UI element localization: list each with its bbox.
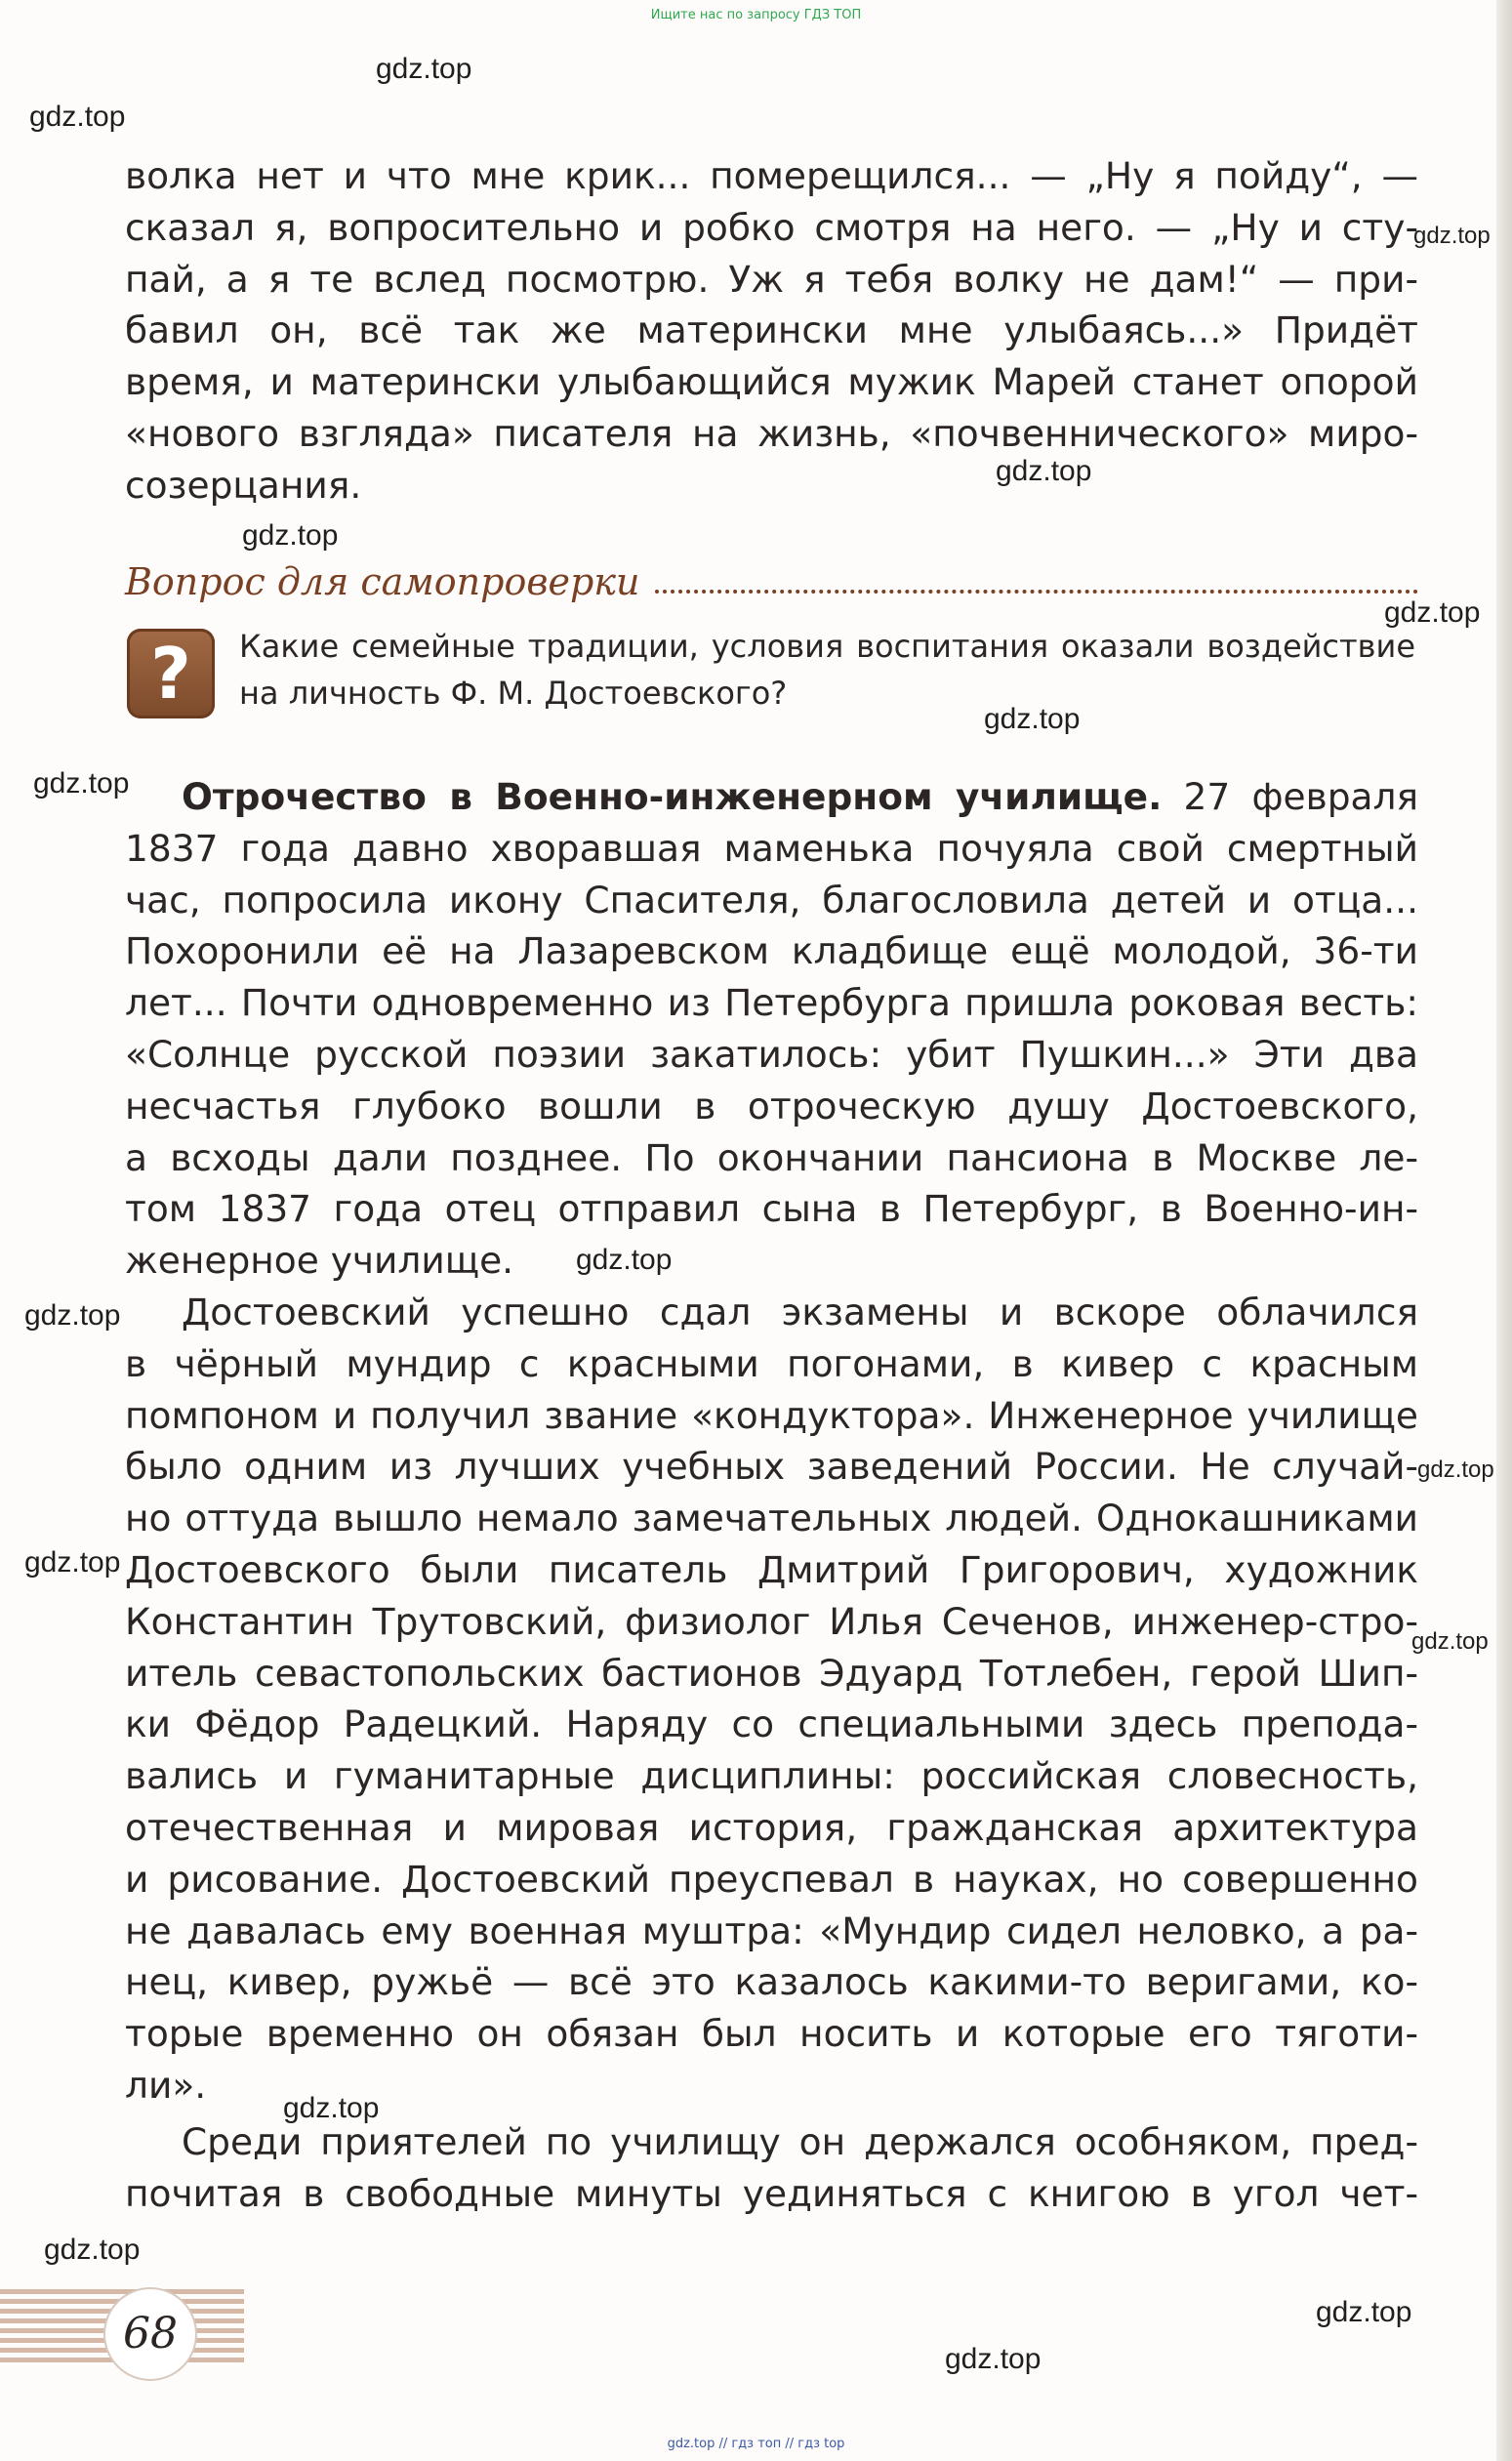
self-check-title	[125, 554, 1418, 603]
self-check-question	[239, 623, 1415, 717]
section-heading: Отрочество в Военно-инженерном училище.	[182, 775, 1163, 818]
section-adolescence	[125, 771, 1418, 1287]
paragraph-friends	[125, 2116, 1418, 2220]
paragraph-continuation	[125, 150, 1418, 512]
text-line: том 1837 года отец отправил сына в Петербург, в Военно-ин-	[125, 1187, 1418, 1231]
text-line: «Солнце русской поэзии закатилось: убит Пушкин...» Эти два	[125, 1032, 1418, 1076]
text-line: Константин Трутовский, физиолог Илья Сеченов, инженер-стро-	[125, 1599, 1418, 1643]
watermark: gdz.top	[24, 1299, 121, 1332]
top-banner: Ищите нас по запросу ГДЗ ТОП	[650, 8, 862, 22]
question-line: Какие семейные традиции, условия воспитания оказали воздействие	[239, 628, 1415, 665]
watermark: gdz.top	[33, 767, 130, 800]
self-check-title-text: Вопрос для самопроверки	[125, 560, 640, 603]
page-edge	[1496, 0, 1512, 2461]
watermark: gdz.top	[44, 2234, 141, 2266]
text-line: помпоном и получил звание «кондуктора». Инженерное училище	[125, 1393, 1418, 1437]
watermark: gdz.top	[1316, 2296, 1412, 2328]
text-line: вались и гуманитарные дисциплины: российская словесность,	[125, 1754, 1418, 1798]
text-line: было одним из лучших учебных заведений России. Не случай-	[125, 1445, 1418, 1489]
section-first-line	[125, 771, 1418, 823]
question-line: на личность Ф. М. Достоевского?	[239, 675, 788, 712]
watermark: gdz.top	[1384, 596, 1481, 629]
text-line: нец, кивер, ружьё — всё это казалось какими-то веригами, ко-	[125, 1960, 1418, 2004]
text-line: Достоевский успешно сдал экзамены и вскоре облачился	[182, 1291, 1418, 1333]
watermark: gdz.top	[1417, 1456, 1494, 1483]
text-line: женерное училище.	[125, 1239, 514, 1283]
text-line: пай, а я те вслед посмотрю. Уж я тебя волку не дам!“ — при-	[125, 257, 1418, 301]
watermark: gdz.top	[242, 519, 339, 552]
text-line: ли».	[125, 2063, 207, 2107]
text-line: торые временно он обязан был носить и которые его тяготи-	[125, 2012, 1418, 2056]
section-first-line-rest: 27 февраля	[1162, 775, 1418, 818]
text-line: итель севастопольских бастионов Эдуард Тотлебен, герой Шип-	[125, 1651, 1418, 1695]
text-line: а всходы дали позднее. По окончании пансиона в Москве ле-	[125, 1135, 1418, 1179]
text-line: 1837 года давно хворавшая маменька почуяла свой смертный	[125, 826, 1418, 870]
text-line: Среди приятелей по училищу он держался особняком, пред-	[182, 2120, 1418, 2163]
text-line: созерцания.	[125, 463, 362, 507]
text-line: Похоронили её на Лазаревском кладбище ещё молодой, 36-ти	[125, 929, 1418, 973]
watermark: gdz.top	[984, 703, 1081, 735]
watermark: gdz.top	[996, 455, 1092, 487]
text-line: час, попросила икону Спасителя, благословила детей и отца...	[125, 878, 1418, 922]
text-line: «нового взгляда» писателя на жизнь, «почвеннического» миро-	[125, 411, 1418, 455]
paragraph-school	[125, 1287, 1418, 2112]
watermark: gdz.top	[376, 53, 472, 85]
text-line: бавил он, всё так же матерински мне улыбаясь...» Придёт	[125, 308, 1418, 352]
text-line: несчастья глубоко вошли в отроческую душу Достоевского,	[125, 1084, 1418, 1128]
watermark: gdz.top	[945, 2343, 1042, 2375]
text-line: отечественная и мировая история, гражданская архитектура	[125, 1805, 1418, 1849]
text-line: сказал я, вопросительно и робко смотря на него. — „Ну и сту-	[125, 205, 1418, 249]
watermark: gdz.top	[283, 2092, 380, 2124]
text-line: лет... Почти одновременно из Петербурга пришла роковая весть:	[125, 981, 1418, 1025]
text-line: Достоевского были писатель Дмитрий Григорович, художник	[125, 1547, 1418, 1591]
watermark: gdz.top	[24, 1546, 121, 1579]
text-line: ки Фёдор Радецкий. Наряду со специальными здесь препода-	[125, 1702, 1418, 1746]
page-number: 68	[103, 2287, 197, 2381]
text-line: в чёрный мундир с красными погонами, в кивер с красным	[125, 1341, 1418, 1385]
watermark: gdz.top	[29, 101, 126, 133]
text-line: и рисование. Достоевский преуспевал в науках, но совершенно	[125, 1857, 1418, 1901]
text-line: волка нет и что мне крик... померещился... — „Ну я пойду“, —	[125, 154, 1418, 197]
question-mark-icon: ?	[127, 629, 215, 718]
text-line: почитая в свободные минуты уединяться с книгою в угол чет-	[125, 2171, 1418, 2215]
text-line: не давалась ему военная муштра: «Мундир сидел неловко, а ра-	[125, 1908, 1418, 1952]
text-line: время, и матерински улыбающийся мужик Марей станет опорой	[125, 360, 1418, 404]
dotted-leader	[655, 590, 1418, 594]
text-line: но оттуда вышло немало замечательных людей. Однокашниками	[125, 1497, 1418, 1540]
bottom-banner: gdz.top // гдз топ // гдз top	[667, 2437, 845, 2451]
watermark: gdz.top	[1413, 223, 1491, 249]
watermark: gdz.top	[576, 1244, 673, 1276]
watermark: gdz.top	[1411, 1628, 1489, 1655]
